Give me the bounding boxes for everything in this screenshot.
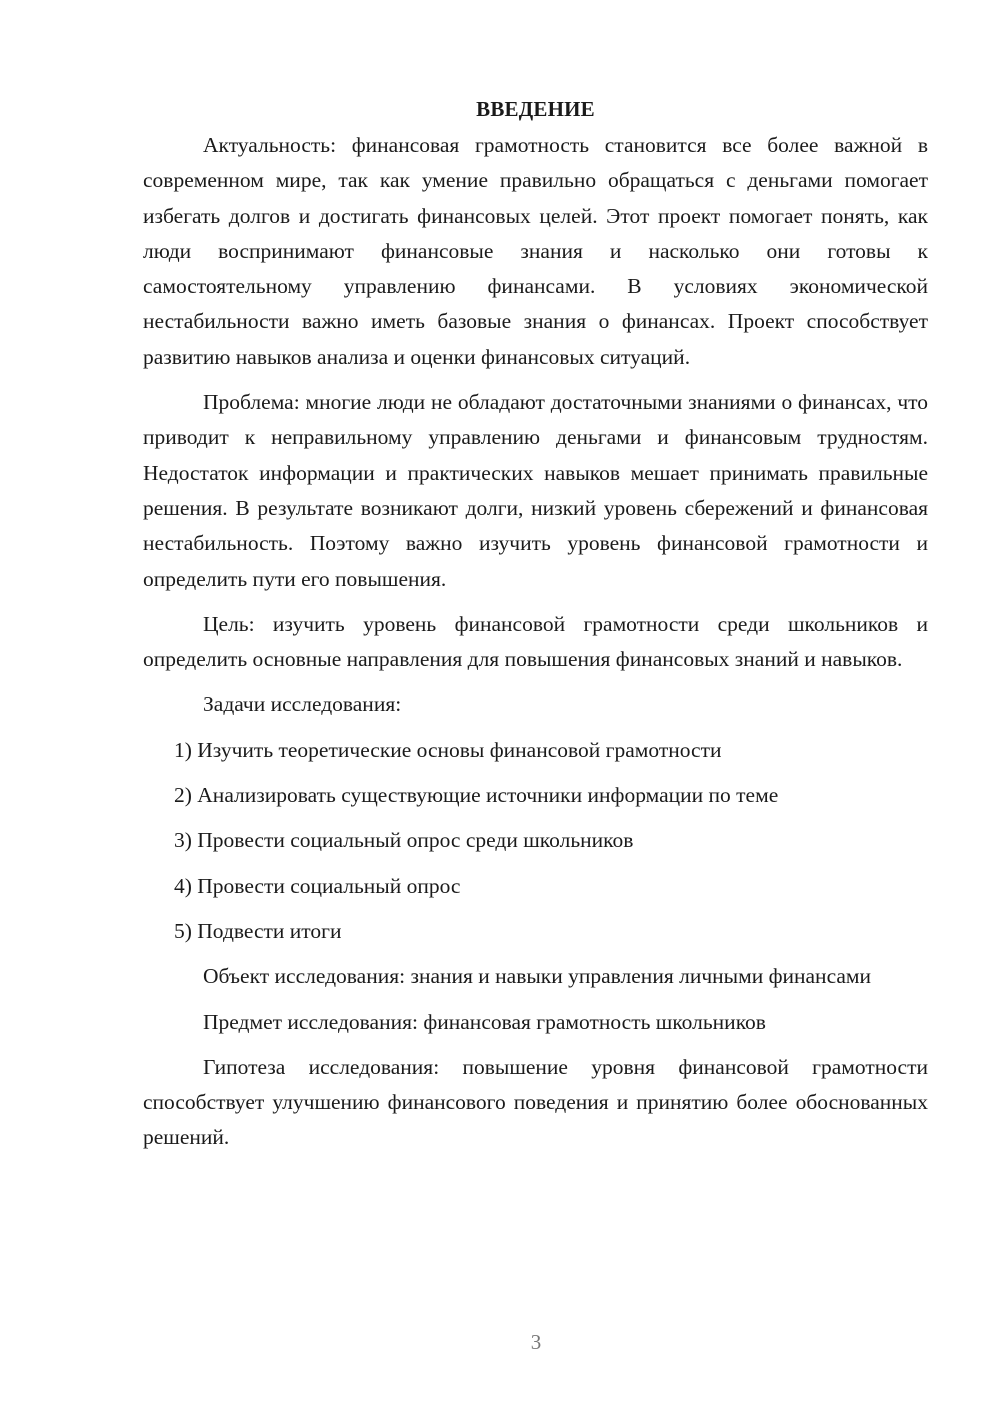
paragraph-goal: Цель: изучить уровень финансовой грамотности среди школьников и определить основные направления для повышения финансовых знаний и навыков.	[143, 611, 928, 672]
paragraph-subject: Предмет исследования: финансовая грамотность школьников	[203, 1009, 766, 1034]
list-item: 4) Провести социальный опрос	[174, 873, 461, 898]
section-title: ВВЕДЕНИЕ	[476, 97, 595, 121]
page-number: 3	[530, 1330, 542, 1354]
list-item: 5) Подвести итоги	[174, 918, 342, 943]
paragraph-hypothesis: Гипотеза исследования: повышение уровня финансовой грамотности способствует улучшению финансового поведения и принятию более обоснованных решений.	[143, 1054, 928, 1150]
paragraph-relevance: Актуальность: финансовая грамотность становится все более важной в современном мире, так как умение правильно обращаться с деньгами помогает избегать долгов и достигать финансовых целей. Этот проект помогает понять, как люди воспринимают финансовые знания и насколько они готовы к самостоятельному управлению финансами. В условиях экономической нестабильности важно иметь базовые знания о финансах. Проект способствует развитию навыков анализа и оценки финансовых ситуаций.	[143, 133, 928, 369]
paragraph-problem: Проблема: многие люди не обладают достаточными знаниями о финансах, что приводит к неправильному управлению деньгами и финансовым трудностям. Недостаток информации и практических навыков мешает принимать правильные решения. В результате возникают долги, низкий уровень сбережений и финансовая нестабильность. Поэтому важно изучить уровень финансовой грамотности и определить пути его повышения.	[143, 390, 928, 591]
list-item: 2) Анализировать существующие источники информации по теме	[174, 783, 779, 808]
tasks-heading: Задачи исследования:	[203, 692, 402, 717]
list-item: 1) Изучить теоретические основы финансовой грамотности	[174, 737, 722, 762]
paragraph-object: Объект исследования: знания и навыки управления личными финансами	[203, 964, 872, 989]
list-item: 3) Провести социальный опрос среди школьников	[174, 828, 634, 853]
tasks-list	[143, 733, 928, 949]
document-page	[143, 92, 928, 1166]
